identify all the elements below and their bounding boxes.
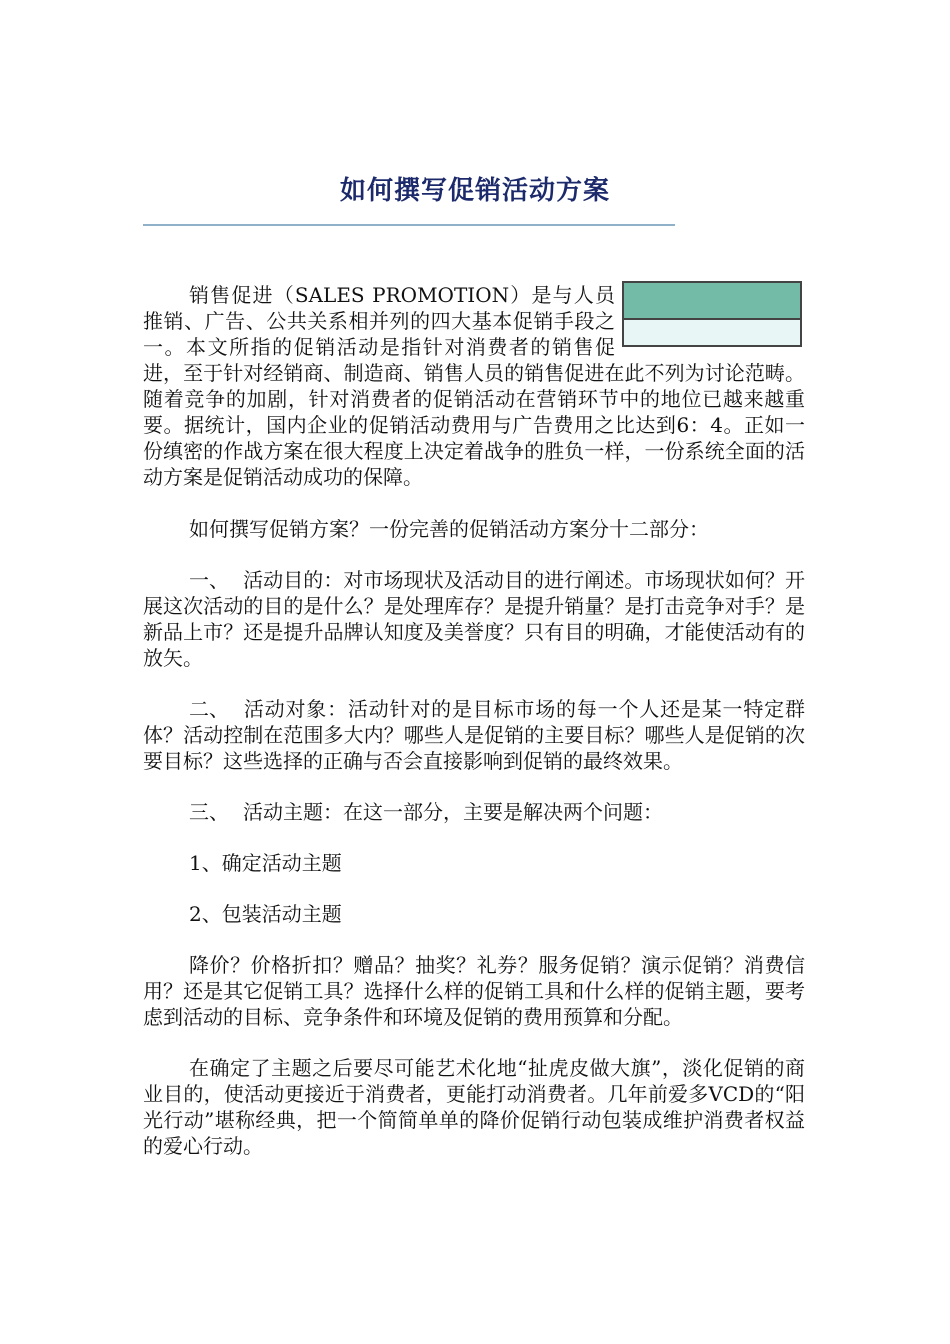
list-item-2: 2、包装活动主题 <box>189 902 342 926</box>
section-3-paragraph <box>143 799 805 825</box>
section-1-number: 一、 <box>189 568 229 592</box>
section-2-text: 活动对象：活动针对的是目标市场的每一个人还是某一特定群体？活动控制在范围多大内？哪些人是促销的主要目标？哪些人是促销的次要目标？这些选择的正确与否会直接影响到促销的最终效果。 <box>143 697 805 773</box>
document-body <box>143 282 805 1184</box>
intro-paragraph-text: 销售促进（SALES PROMOTION）是与人员推销、广告、公共关系相并列的四大基本促销手段之一。本文所指的促销活动是指针对消费者的销售促进，至于针对经销商、制造商、销售人员的销售促进在此不列为讨论范畴。随着竞争的加剧，针对消费者的促销活动在营销环节中的地位已越来越重要。据统计，国内企业的促销活动费用与广告费用之比达到6：4。正如一份缜密的作战方案在很大程度上决定着战争的胜负一样，一份系统全面的活动方案是促销活动成功的保障。 <box>143 283 805 489</box>
promo-tools-paragraph: 降价？价格折扣？赠品？抽奖？礼券？服务促销？演示促销？消费信用？还是其它促销工具？选择什么样的促销工具和什么样的促销主题，要考虑到活动的目标、竞争条件和环境及促销的费用预算和分配。 <box>143 953 805 1029</box>
section-1-paragraph <box>143 567 805 671</box>
section-1-text: 活动目的：对市场现状及活动目的进行阐述。市场现状如何？开展这次活动的目的是什么？是处理库存？是提升销量？是打击竞争对手？是新品上市？还是提升品牌认知度及美誉度？只有目的明确，才能使活动有的放矢。 <box>143 568 805 670</box>
section-3-number: 三、 <box>189 800 229 824</box>
theme-packaging-paragraph: 在确定了主题之后要尽可能艺术化地“扯虎皮做大旗”，淡化促销的商业目的，使活动更接近于消费者，更能打动消费者。几年前爱多VCD的“阳光行动”堪称经典，把一个简简单单的降价促销行动包装成维护消费者权益的爱心行动。 <box>143 1056 805 1158</box>
page-title: 如何撰写促销活动方案 <box>339 176 610 206</box>
section-2-number: 二、 <box>189 697 229 721</box>
intro-paragraph <box>143 282 805 490</box>
list-item-1: 1、确定活动主题 <box>189 851 342 875</box>
outline-paragraph: 如何撰写促销方案？一份完善的促销活动方案分十二部分： <box>189 517 709 541</box>
section-3-text: 活动主题：在这一部分，主要是解决两个问题： <box>243 800 663 824</box>
section-2-paragraph <box>143 696 805 774</box>
title-divider <box>143 224 675 226</box>
